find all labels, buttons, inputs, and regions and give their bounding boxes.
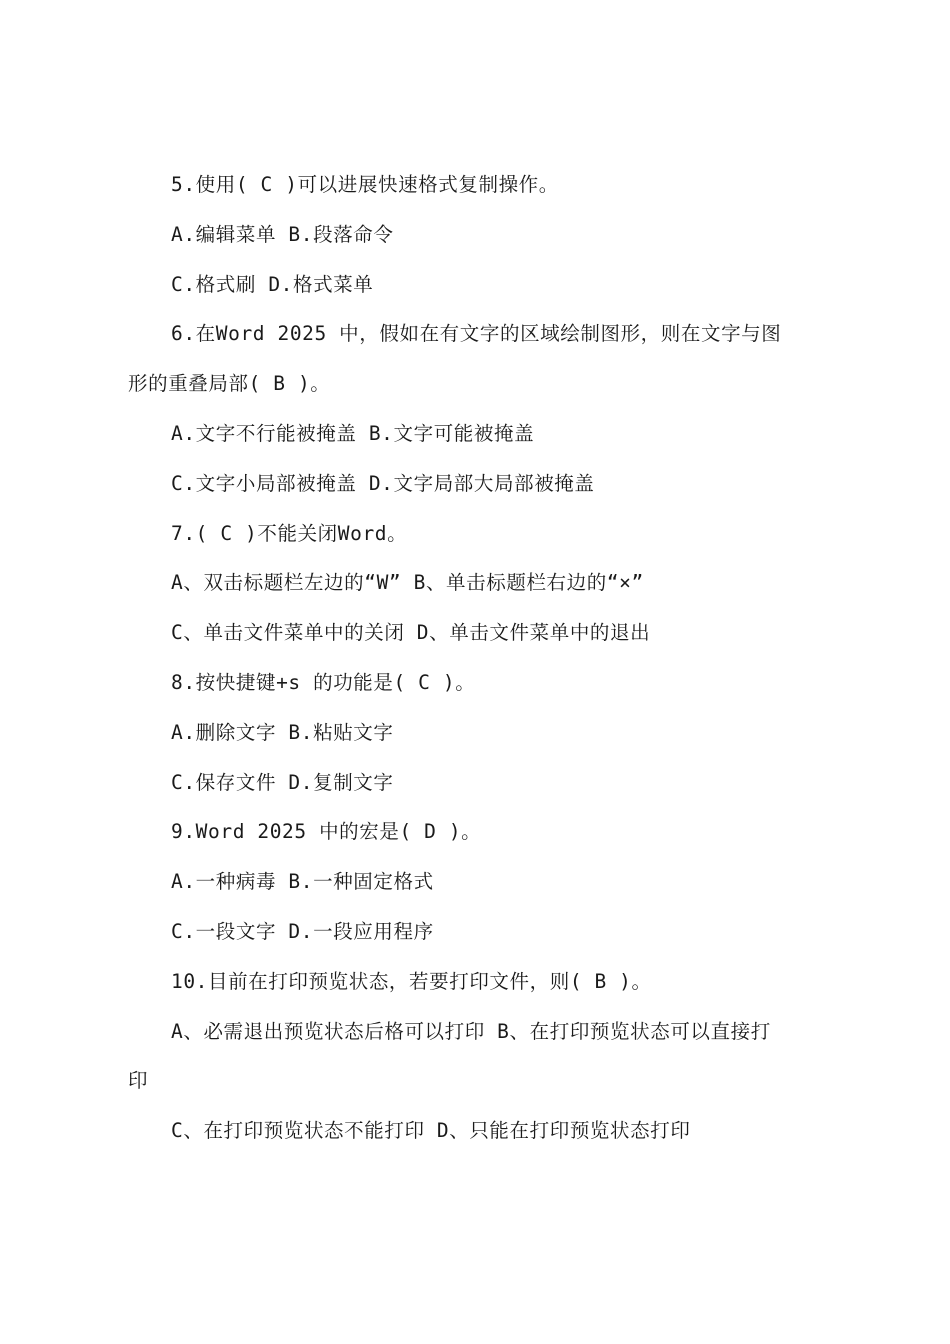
question-6-options-cd: C.文字小局部被掩盖 D.文字局部大局部被掩盖: [171, 471, 595, 495]
question-10: 10.目前在打印预览状态，若要打印文件，则( B )。: [171, 969, 652, 993]
question-9-options-cd: C.一段文字 D.一段应用程序: [171, 919, 434, 943]
document-body: [128, 160, 830, 1156]
question-8-options-cd: C.保存文件 D.复制文字: [171, 770, 394, 794]
question-10-options-cd: C、在打印预览状态不能打印 D、只能在打印预览状态打印: [171, 1119, 691, 1143]
question-6-line-1: 6.在Word 2025 中，假如在有文字的区域绘制图形，则在文字与图: [171, 322, 782, 346]
question-8: 8.按快捷键+s 的功能是( C )。: [171, 670, 476, 694]
question-7-options-ab: A、双击标题栏左边的“W” B、单击标题栏右边的“×”: [171, 571, 644, 595]
question-10-options-ab-line-1: A、必需退出预览状态后格可以打印 B、在打印预览状态可以直接打: [171, 1019, 771, 1043]
question-10-options-ab-line-2: 印: [128, 1069, 149, 1093]
question-5-options-ab: A.编辑菜单 B.段落命令: [171, 222, 394, 246]
question-5-options-cd: C.格式刷 D.格式菜单: [171, 272, 374, 296]
question-9: 9.Word 2025 中的宏是( D )。: [171, 820, 482, 844]
question-7: 7.( C )不能关闭Word。: [171, 521, 408, 545]
question-5: 5.使用( C )可以进展快速格式复制操作。: [171, 173, 559, 196]
question-7-options-cd: C、单击文件菜单中的关闭 D、单击文件菜单中的退出: [171, 621, 651, 645]
question-9-options-ab: A.一种病毒 B.一种固定格式: [171, 870, 434, 894]
question-8-options-ab: A.删除文字 B.粘贴文字: [171, 720, 394, 744]
question-6-line-2: 形的重叠局部( B )。: [128, 372, 331, 396]
question-6-options-ab: A.文字不行能被掩盖 B.文字可能被掩盖: [171, 421, 535, 445]
